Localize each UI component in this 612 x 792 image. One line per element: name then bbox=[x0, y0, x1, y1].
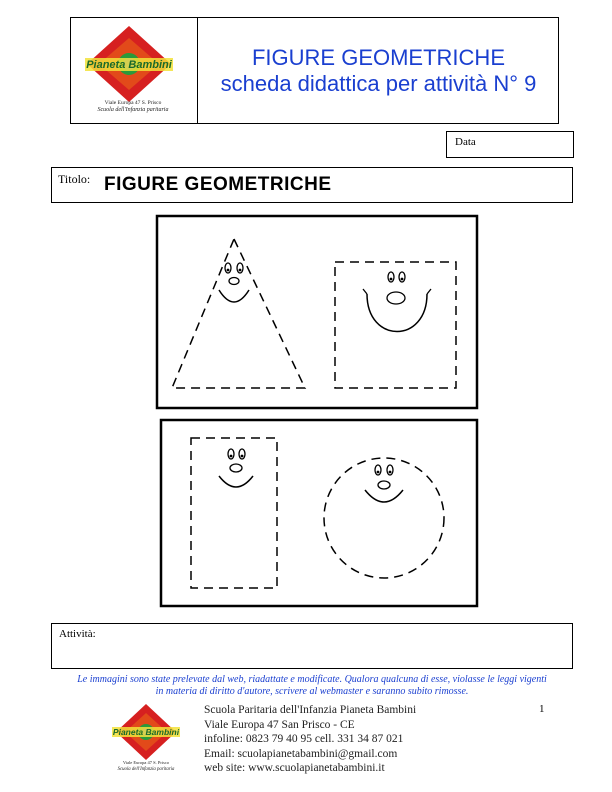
titolo-value: FIGURE GEOMETRICHE bbox=[104, 174, 332, 195]
logo-name: Pianeta Bambini bbox=[86, 59, 172, 71]
rectangle-face[interactable] bbox=[191, 438, 277, 588]
page-number: 1 bbox=[539, 703, 545, 715]
logo-address: Viale Europa 47 S. Prisco bbox=[104, 100, 162, 106]
triangle-face[interactable] bbox=[172, 239, 305, 388]
header-title bbox=[198, 17, 559, 124]
footer-info bbox=[204, 703, 416, 776]
data-label: Data bbox=[455, 136, 476, 148]
footer-web[interactable]: web site: www.scuolapianetabambini.it bbox=[204, 762, 385, 774]
attivita-field[interactable] bbox=[51, 623, 573, 669]
footer-email[interactable]: Email: scuolapianetabambini@gmail.com bbox=[204, 747, 398, 760]
circle-face[interactable] bbox=[324, 458, 444, 578]
footer-logo-address: Viale Europa 47 S. Prisco bbox=[122, 760, 170, 765]
header-title-line2: scheda didattica per attività N° 9 bbox=[220, 70, 537, 96]
attivita-label: Attività: bbox=[59, 628, 96, 640]
top-panel bbox=[157, 216, 477, 408]
disclaimer bbox=[30, 674, 594, 698]
titolo-label: Titolo: bbox=[58, 172, 91, 186]
header-title-line1: FIGURE GEOMETRICHE bbox=[251, 44, 505, 70]
footer-logo-name: Pianeta Bambini bbox=[112, 727, 180, 737]
footer-logo-icon bbox=[100, 700, 192, 772]
worksheet-figures bbox=[155, 214, 481, 610]
footer-logo-subtitle: Scuola dell'Infanzia paritaria bbox=[117, 767, 175, 772]
pianeta-bambini-logo bbox=[71, 18, 197, 123]
square-face[interactable] bbox=[335, 262, 456, 388]
disclaimer-line2: in materia di diritto d'autore, scrivere al webmaster e saranno subito rimosse. bbox=[155, 686, 469, 697]
footer-school: Scuola Paritaria dell'Infanzia Pianeta Bambini bbox=[204, 704, 417, 716]
footer-address: Viale Europa 47 San Prisco - CE bbox=[204, 718, 355, 731]
logo-subtitle: Scuola dell'Infanzia paritaria bbox=[97, 107, 169, 113]
data-field[interactable] bbox=[446, 131, 574, 158]
footer-phone: infoline: 0823 79 40 95 cell. 331 34 87 021 bbox=[204, 733, 404, 745]
logo-cell bbox=[70, 17, 198, 124]
bottom-panel bbox=[161, 420, 477, 606]
disclaimer-line1: Le immagini sono state prelevate dal web, riadattate e modificate. Qualora qualcuna di esse, violasse le leggi vigenti bbox=[77, 674, 547, 685]
